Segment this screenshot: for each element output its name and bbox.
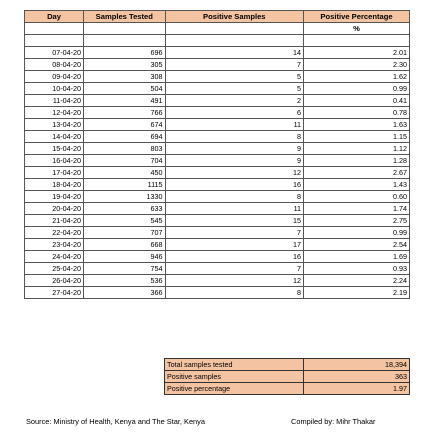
table-row: [25, 47, 410, 59]
cell-samples-tested: 707: [84, 227, 165, 239]
cell-samples-tested: 366: [84, 287, 165, 299]
cell-samples-tested: 696: [84, 47, 165, 59]
footer-source: Source: Ministry of Health, Kenya and The Star, Kenya: [26, 417, 205, 426]
cell-samples-tested: 694: [84, 131, 165, 143]
cell-positive-percentage: 2.54: [304, 239, 410, 251]
cell-day: 10-04-20: [25, 83, 84, 95]
cell-day: 16-04-20: [25, 155, 84, 167]
spacer-cell: [84, 35, 165, 47]
cell-positive-samples: 7: [165, 227, 304, 239]
cell-day: 19-04-20: [25, 191, 84, 203]
cell-positive-percentage: 2.67: [304, 167, 410, 179]
cell-positive-samples: 9: [165, 155, 304, 167]
table-row: [25, 59, 410, 71]
cell-samples-tested: 633: [84, 203, 165, 215]
cell-samples-tested: 504: [84, 83, 165, 95]
cell-samples-tested: 946: [84, 251, 165, 263]
table-body: [25, 35, 410, 299]
cell-samples-tested: 450: [84, 167, 165, 179]
summary-total-samples-label: Total samples tested: [165, 359, 304, 371]
table-row: [25, 191, 410, 203]
cell-positive-percentage: 2.75: [304, 215, 410, 227]
cell-positive-samples: 6: [165, 107, 304, 119]
cell-day: 11-04-20: [25, 95, 84, 107]
cell-samples-tested: 545: [84, 215, 165, 227]
cell-day: 15-04-20: [25, 143, 84, 155]
cell-day: 22-04-20: [25, 227, 84, 239]
table-row: [25, 119, 410, 131]
cell-positive-samples: 16: [165, 179, 304, 191]
cell-day: 27-04-20: [25, 287, 84, 299]
cell-positive-samples: 7: [165, 59, 304, 71]
cell-samples-tested: 766: [84, 107, 165, 119]
spacer-cell: [304, 35, 410, 47]
footer-compiled-by: Compiled by: Mihr Thakar: [291, 417, 376, 426]
table-row: [25, 239, 410, 251]
cell-positive-samples: 11: [165, 119, 304, 131]
summary-positive-percentage-value: 1.97: [304, 383, 410, 395]
cell-positive-samples: 15: [165, 215, 304, 227]
cell-samples-tested: 1115: [84, 179, 165, 191]
cell-positive-percentage: 2.01: [304, 47, 410, 59]
cell-samples-tested: 1330: [84, 191, 165, 203]
cell-samples-tested: 754: [84, 263, 165, 275]
cell-positive-percentage: 1.69: [304, 251, 410, 263]
cell-positive-percentage: 0.93: [304, 263, 410, 275]
cell-day: 24-04-20: [25, 251, 84, 263]
cell-day: 13-04-20: [25, 119, 84, 131]
cell-positive-percentage: 1.74: [304, 203, 410, 215]
cell-positive-samples: 16: [165, 251, 304, 263]
table-row: [25, 71, 410, 83]
table-row: [25, 203, 410, 215]
cell-positive-percentage: 1.62: [304, 71, 410, 83]
cell-day: 17-04-20: [25, 167, 84, 179]
cell-day: 07-04-20: [25, 47, 84, 59]
cell-positive-samples: 8: [165, 287, 304, 299]
table-row: [25, 167, 410, 179]
header-samples-tested-sub: [84, 23, 165, 35]
cell-day: 26-04-20: [25, 275, 84, 287]
table-row: [25, 95, 410, 107]
header-positive-percentage: Positive Percentage: [304, 11, 410, 23]
cell-positive-percentage: 1.12: [304, 143, 410, 155]
table-row: [25, 107, 410, 119]
cell-positive-percentage: 0.60: [304, 191, 410, 203]
cell-samples-tested: 803: [84, 143, 165, 155]
summary-positive-samples-value: 363: [304, 371, 410, 383]
header-percent-unit: %: [304, 23, 410, 35]
cell-day: 09-04-20: [25, 71, 84, 83]
table-row: [25, 263, 410, 275]
summary-table: [164, 358, 410, 395]
cell-positive-samples: 5: [165, 83, 304, 95]
cell-positive-percentage: 0.99: [304, 83, 410, 95]
cell-positive-samples: 8: [165, 191, 304, 203]
summary-positive-samples-label: Positive samples: [165, 371, 304, 383]
table-row: [25, 227, 410, 239]
table-header: [25, 11, 410, 35]
summary-positive-percentage-label: Positive percentage: [165, 383, 304, 395]
cell-positive-samples: 7: [165, 263, 304, 275]
cell-samples-tested: 308: [84, 71, 165, 83]
table-row: [25, 287, 410, 299]
cell-positive-percentage: 0.41: [304, 95, 410, 107]
cell-samples-tested: 704: [84, 155, 165, 167]
header-samples-tested: Samples Tested: [84, 11, 165, 23]
header-day-sub: [25, 23, 84, 35]
cell-positive-percentage: 2.24: [304, 275, 410, 287]
summary-total-samples-value: 18,394: [304, 359, 410, 371]
cell-positive-percentage: 1.63: [304, 119, 410, 131]
spacer-cell: [25, 35, 84, 47]
cell-positive-percentage: 1.43: [304, 179, 410, 191]
cell-positive-samples: 5: [165, 71, 304, 83]
table-row: [25, 251, 410, 263]
table-row: [25, 131, 410, 143]
cell-day: 23-04-20: [25, 239, 84, 251]
cell-positive-samples: 12: [165, 275, 304, 287]
cell-positive-percentage: 2.30: [304, 59, 410, 71]
table-row: [25, 215, 410, 227]
cell-day: 20-04-20: [25, 203, 84, 215]
summary-row: [165, 383, 410, 395]
cell-day: 14-04-20: [25, 131, 84, 143]
cell-positive-samples: 12: [165, 167, 304, 179]
cell-samples-tested: 305: [84, 59, 165, 71]
cell-positive-samples: 14: [165, 47, 304, 59]
header-day: Day: [25, 11, 84, 23]
cell-day: 08-04-20: [25, 59, 84, 71]
table-row: [25, 143, 410, 155]
cell-positive-samples: 2: [165, 95, 304, 107]
cell-positive-percentage: 1.15: [304, 131, 410, 143]
header-positive-samples: Positive Samples: [165, 11, 304, 23]
cell-positive-samples: 9: [165, 143, 304, 155]
cell-positive-percentage: 0.78: [304, 107, 410, 119]
table-row: [25, 155, 410, 167]
cell-positive-percentage: 2.19: [304, 287, 410, 299]
cell-positive-samples: 8: [165, 131, 304, 143]
cell-positive-samples: 17: [165, 239, 304, 251]
cell-day: 25-04-20: [25, 263, 84, 275]
cell-day: 18-04-20: [25, 179, 84, 191]
header-positive-samples-sub: [165, 23, 304, 35]
cell-positive-percentage: 1.28: [304, 155, 410, 167]
table-row: [25, 179, 410, 191]
cell-samples-tested: 491: [84, 95, 165, 107]
cell-positive-samples: 11: [165, 203, 304, 215]
summary-row: [165, 359, 410, 371]
cell-day: 12-04-20: [25, 107, 84, 119]
cell-samples-tested: 536: [84, 275, 165, 287]
summary-row: [165, 371, 410, 383]
cell-samples-tested: 668: [84, 239, 165, 251]
table-row: [25, 83, 410, 95]
table-row: [25, 275, 410, 287]
cell-positive-percentage: 0.99: [304, 227, 410, 239]
spacer-cell: [165, 35, 304, 47]
table-row-spacer: [25, 35, 410, 47]
cell-samples-tested: 674: [84, 119, 165, 131]
covid-samples-table: [24, 10, 410, 299]
cell-day: 21-04-20: [25, 215, 84, 227]
